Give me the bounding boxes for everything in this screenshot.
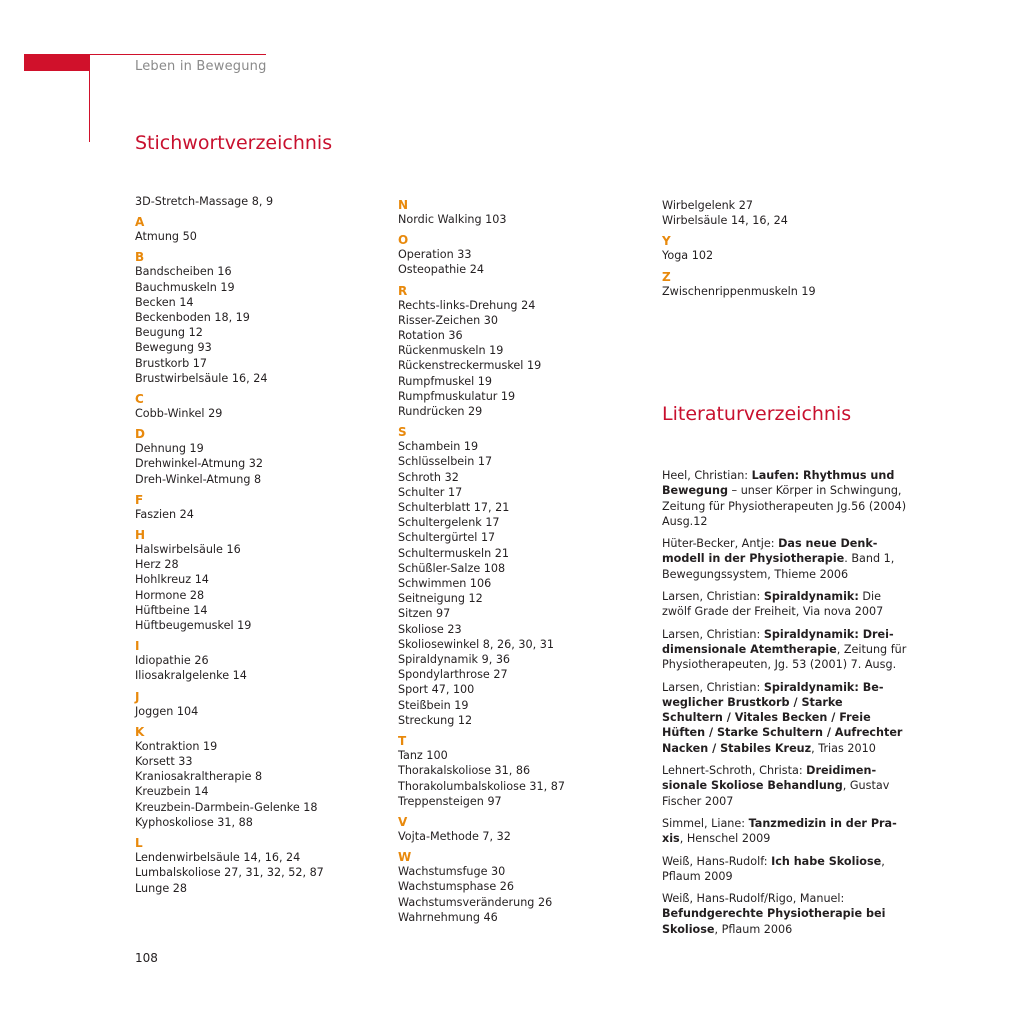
index-letter-heading: Z	[662, 269, 671, 284]
index-entry: Wahrnehmung 46	[398, 910, 498, 924]
index-entry: Treppensteigen 97	[398, 794, 502, 808]
literature-text: Die zwölf Grade der Freiheit, Via nova 2007	[662, 590, 884, 619]
index-entry: Zwischenrippenmuskeln 19	[662, 284, 816, 298]
literature-text: Larsen, Christian:	[662, 590, 764, 604]
index-entry: Wirbelgelenk 27	[662, 199, 753, 212]
index-letter-heading: T	[398, 734, 407, 749]
index-entry: Schultermuskeln 21	[398, 546, 509, 560]
index-entry: Wirbelsäule 14, 16, 24	[662, 214, 788, 228]
index-letter-heading: H	[135, 528, 146, 543]
index-entry: Hormone 28	[135, 588, 205, 602]
index-entry: Lumbalskoliose 27, 31, 32, 52, 87	[135, 866, 324, 880]
literature-text: – unser Körper in Schwingung, Zeitung für Physiotherapeuten Jg.56 (2004) Ausg.12	[662, 484, 907, 528]
index-entry: Iliosakralgelenke 14	[135, 669, 247, 683]
literature-text: Larsen, Christian:	[662, 627, 764, 641]
index-letter-heading: K	[135, 724, 145, 739]
index-title: Stichwortverzeichnis	[135, 132, 333, 154]
literature-title-text: Spiraldynamik: Beweglicher Brustkorb / Starke Schultern / Vitales Becken / Freie Hüften / Starke Schultern / Aufrechter Nacken / Stabiles Kreuz	[662, 680, 903, 755]
index-entry: Sitzen 97	[398, 607, 451, 621]
literature-title-text: Laufen: Rhythmus und Bewegung	[662, 469, 895, 498]
literature-entry	[662, 891, 907, 937]
index-entry: Operation 33	[398, 248, 472, 262]
literature-text: , Pflaum 2009	[662, 854, 885, 883]
literature-title-text: Ich habe Skoliose	[771, 854, 882, 868]
index-letter-heading: N	[398, 198, 409, 212]
literature-text: , Trias 2010	[811, 741, 876, 755]
index-letter-heading: B	[135, 250, 145, 265]
index-letter-heading: R	[398, 283, 408, 298]
index-entry: Steißbein 19	[398, 698, 469, 712]
index-entry: Seitneigung 12	[398, 592, 483, 606]
index-column-1	[135, 194, 385, 896]
index-entry: Rumpfmuskulatur 19	[398, 389, 516, 403]
index-entry: Drehwinkel-Atmung 32	[135, 457, 263, 471]
literature-text: Weiß, Hans-Rudolf/Rigo, Manuel:	[662, 892, 845, 906]
index-entry: Hohlkreuz 14	[135, 573, 209, 587]
index-entry: Beckenboden 18, 19	[135, 311, 250, 325]
literature-list	[662, 468, 907, 944]
index-entry: Skoliosewinkel 8, 26, 30, 31	[398, 637, 554, 651]
index-letter-heading: D	[135, 427, 145, 442]
index-letter-heading: O	[398, 233, 409, 248]
index-entry: Dreh-Winkel-Atmung 8	[135, 472, 262, 486]
index-entry: Schüßler-Salze 108	[398, 561, 506, 575]
index-entry: Rotation 36	[398, 329, 463, 343]
index-entry: Wachstumsveränderung 26	[398, 895, 553, 909]
index-entry: Schultergelenk 17	[398, 516, 500, 530]
index-entry: Lendenwirbelsäule 14, 16, 24	[135, 851, 301, 865]
index-letter-heading: S	[398, 425, 407, 440]
index-entry: Lunge 28	[135, 881, 187, 895]
index-entry: Risser-Zeichen 30	[398, 313, 499, 327]
index-letter-heading: F	[135, 492, 144, 507]
index-entry: Vojta-Methode 7, 32	[398, 829, 511, 843]
index-entry: Spiraldynamik 9, 36	[398, 653, 511, 667]
index-column-3	[662, 198, 912, 299]
index-letter-heading: L	[135, 836, 143, 851]
index-entry: Wachstumsphase 26	[398, 880, 515, 894]
index-letter-heading: C	[135, 392, 144, 407]
literature-title-text: Tanzmedizin in der Praxis	[662, 816, 897, 846]
literature-text: Hüter-Becker, Antje:	[662, 537, 779, 551]
index-entry: Schulter 17	[398, 485, 463, 499]
index-entry: Kraniosakraltherapie 8	[135, 770, 263, 784]
index-entry: Rückenmuskeln 19	[398, 344, 504, 358]
literature-title-text: Befundgerechte Physiotherapie bei Skoliose	[662, 907, 886, 936]
index-entry: Spondylarthrose 27	[398, 668, 508, 682]
literature-text: , Henschel 2009	[679, 832, 771, 846]
index-letter-heading: V	[398, 814, 408, 829]
index-entry: Rundrücken 29	[398, 405, 483, 419]
literature-title-text: Dreidimensionale Skoliose Behandlung	[662, 764, 877, 793]
index-letter-heading: Y	[662, 234, 671, 249]
index-entry: Herz 28	[135, 558, 179, 572]
index-entry: Tanz 100	[398, 749, 448, 763]
index-entry: Osteopathie 24	[398, 263, 484, 277]
header-red-bar	[24, 54, 90, 71]
index-entry: Thorakolumbalskoliose 31, 87	[398, 779, 565, 793]
index-letter-heading: A	[135, 215, 145, 230]
literature-title-text: Das neue Denkmodell in der Physiotherapie	[662, 537, 878, 566]
index-entry: Korsett 33	[135, 755, 193, 769]
index-entry: Beugung 12	[135, 326, 203, 340]
literature-entry	[662, 763, 907, 809]
literature-title: Literaturverzeichnis	[662, 403, 852, 425]
literature-entry	[662, 854, 907, 885]
index-entry: Rechts-links-Drehung 24	[398, 298, 536, 312]
page-number: 108	[135, 951, 158, 965]
index-entry: Faszien 24	[135, 507, 194, 521]
index-entry: Becken 14	[135, 295, 194, 309]
literature-text: Larsen, Christian:	[662, 680, 764, 694]
header-vertical-rule	[89, 54, 90, 142]
index-entry: Rumpfmuskel 19	[398, 374, 492, 388]
index-entry: Sport 47, 100	[398, 683, 475, 697]
index-entry: Hüftbeine 14	[135, 603, 208, 617]
literature-text: Heel, Christian:	[662, 469, 752, 482]
literature-text: , Zeitung für Physiotherapeuten, Jg. 53 (2001) 7. Ausg.	[662, 642, 907, 672]
index-entry: Kreuzbein 14	[135, 785, 209, 799]
index-entry: Cobb-Winkel 29	[135, 407, 223, 421]
literature-text: . Band 1, Bewegungssystem, Thieme 2006	[662, 552, 895, 581]
index-entry: Streckung 12	[398, 713, 473, 727]
index-entry: Schulterblatt 17, 21	[398, 501, 510, 515]
index-entry: Bewegung 93	[135, 341, 212, 355]
index-entry: Kontraktion 19	[135, 739, 218, 753]
literature-entry	[662, 816, 907, 847]
index-entry: Nordic Walking 103	[398, 213, 507, 226]
index-entry: Atmung 50	[135, 230, 197, 244]
index-entry: Thorakalskoliose 31, 86	[398, 764, 531, 778]
literature-title-text: Spiraldynamik: Dreidimensionale Atemtherapie	[662, 627, 894, 656]
index-entry: Schlüsselbein 17	[398, 455, 493, 469]
literature-text: , Gustav Fischer 2007	[662, 779, 890, 808]
literature-text: Weiß, Hans-Rudolf:	[662, 854, 772, 868]
literature-text: Lehnert-Schroth, Christa:	[662, 764, 807, 778]
literature-title-text: Spiraldynamik:	[763, 590, 859, 604]
literature-entry	[662, 680, 907, 756]
literature-entry	[662, 627, 907, 673]
literature-text: , Pflaum 2006	[714, 922, 793, 936]
index-entry: Brustkorb 17	[135, 356, 207, 370]
index-entry: Rückenstreckermuskel 19	[398, 359, 542, 373]
index-entry: Yoga 102	[662, 249, 714, 263]
index-entry: Halswirbelsäule 16	[135, 543, 241, 557]
literature-text: Simmel, Liane:	[662, 816, 749, 830]
index-entry: Hüftbeugemuskel 19	[135, 619, 252, 633]
index-entry: Joggen 104	[135, 704, 199, 718]
index-entry: Kyphoskoliose 31, 88	[135, 815, 253, 829]
index-entry: Dehnung 19	[135, 442, 204, 456]
index-entry: Brustwirbelsäule 16, 24	[135, 371, 268, 385]
index-letter-heading: J	[135, 689, 140, 704]
index-entry: Schambein 19	[398, 440, 479, 454]
running-head: Leben in Bewegung	[135, 59, 267, 74]
literature-entry	[662, 589, 907, 620]
index-entry: Wachstumsfuge 30	[398, 865, 506, 879]
index-entry: Schultergürtel 17	[398, 531, 496, 545]
index-entry: Schwimmen 106	[398, 577, 492, 591]
index-entry: Bandscheiben 16	[135, 265, 232, 279]
index-entry: Schroth 32	[398, 470, 459, 484]
index-entry: Skoliose 23	[398, 622, 462, 636]
index-entry: Kreuzbein-Darmbein-Gelenke 18	[135, 800, 318, 814]
index-entry: 3D-Stretch-Massage 8, 9	[135, 195, 274, 208]
index-entry: Bauchmuskeln 19	[135, 280, 235, 294]
literature-entry	[662, 468, 907, 529]
index-letter-heading: W	[398, 850, 412, 865]
index-column-2	[398, 198, 648, 925]
header-horizontal-rule	[90, 54, 266, 55]
literature-entry	[662, 536, 907, 582]
index-letter-heading: I	[135, 639, 140, 654]
index-entry: Idiopathie 26	[135, 654, 209, 668]
